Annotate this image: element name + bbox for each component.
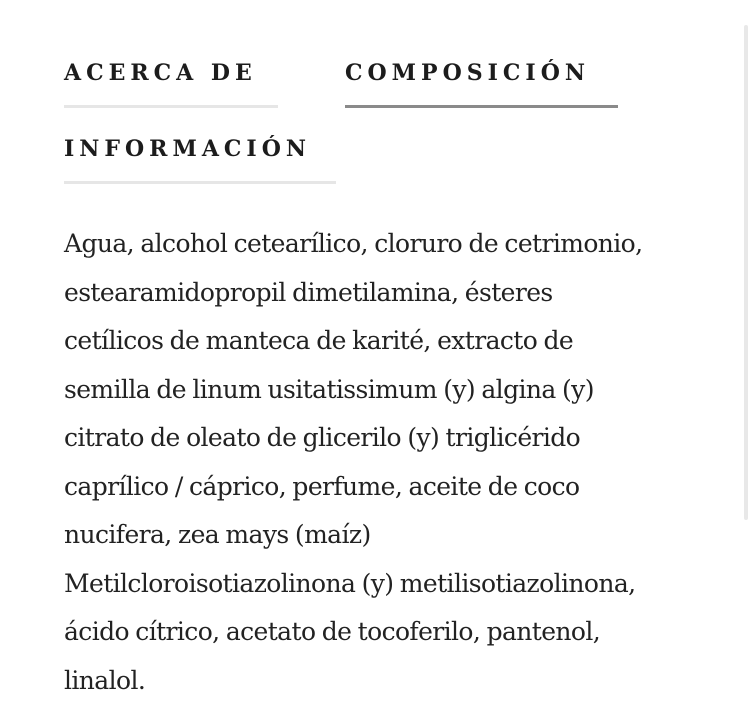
composition-line: cetílicos de manteca de karité, extracto de — [64, 317, 684, 366]
composition-text — [64, 220, 684, 705]
composition-line: linalol. — [64, 657, 684, 705]
tab-informacion-underline — [64, 181, 336, 184]
tab-informacion-label: INFORMACIÓN — [64, 135, 336, 163]
composition-line: ácido cítrico, acetato de tocoferilo, pantenol, — [64, 608, 684, 657]
tab-acerca-de-underline — [64, 105, 278, 108]
composition-line: nucifera, zea mays (maíz) — [64, 511, 684, 560]
tab-composicion-underline — [345, 105, 618, 108]
tab-acerca-de[interactable] — [64, 59, 278, 87]
composition-line: semilla de linum usitatissimum (y) algina (y) — [64, 366, 684, 415]
scrollbar[interactable] — [744, 25, 748, 520]
composition-line: estearamidopropil dimetilamina, ésteres — [64, 269, 684, 318]
composition-line: citrato de oleato de glicerilo (y) triglicérido — [64, 414, 684, 463]
tab-composicion[interactable] — [345, 59, 618, 87]
composition-line: Metilcloroisotiazolinona (y) metilisotiazolinona, — [64, 560, 684, 609]
tab-acerca-de-label: ACERCA DE — [64, 59, 278, 87]
composition-line: Agua, alcohol cetearílico, cloruro de cetrimonio, — [64, 220, 684, 269]
tab-informacion[interactable] — [64, 135, 336, 163]
tab-composicion-label: COMPOSICIÓN — [345, 59, 618, 87]
composition-line: caprílico / cáprico, perfume, aceite de coco — [64, 463, 684, 512]
